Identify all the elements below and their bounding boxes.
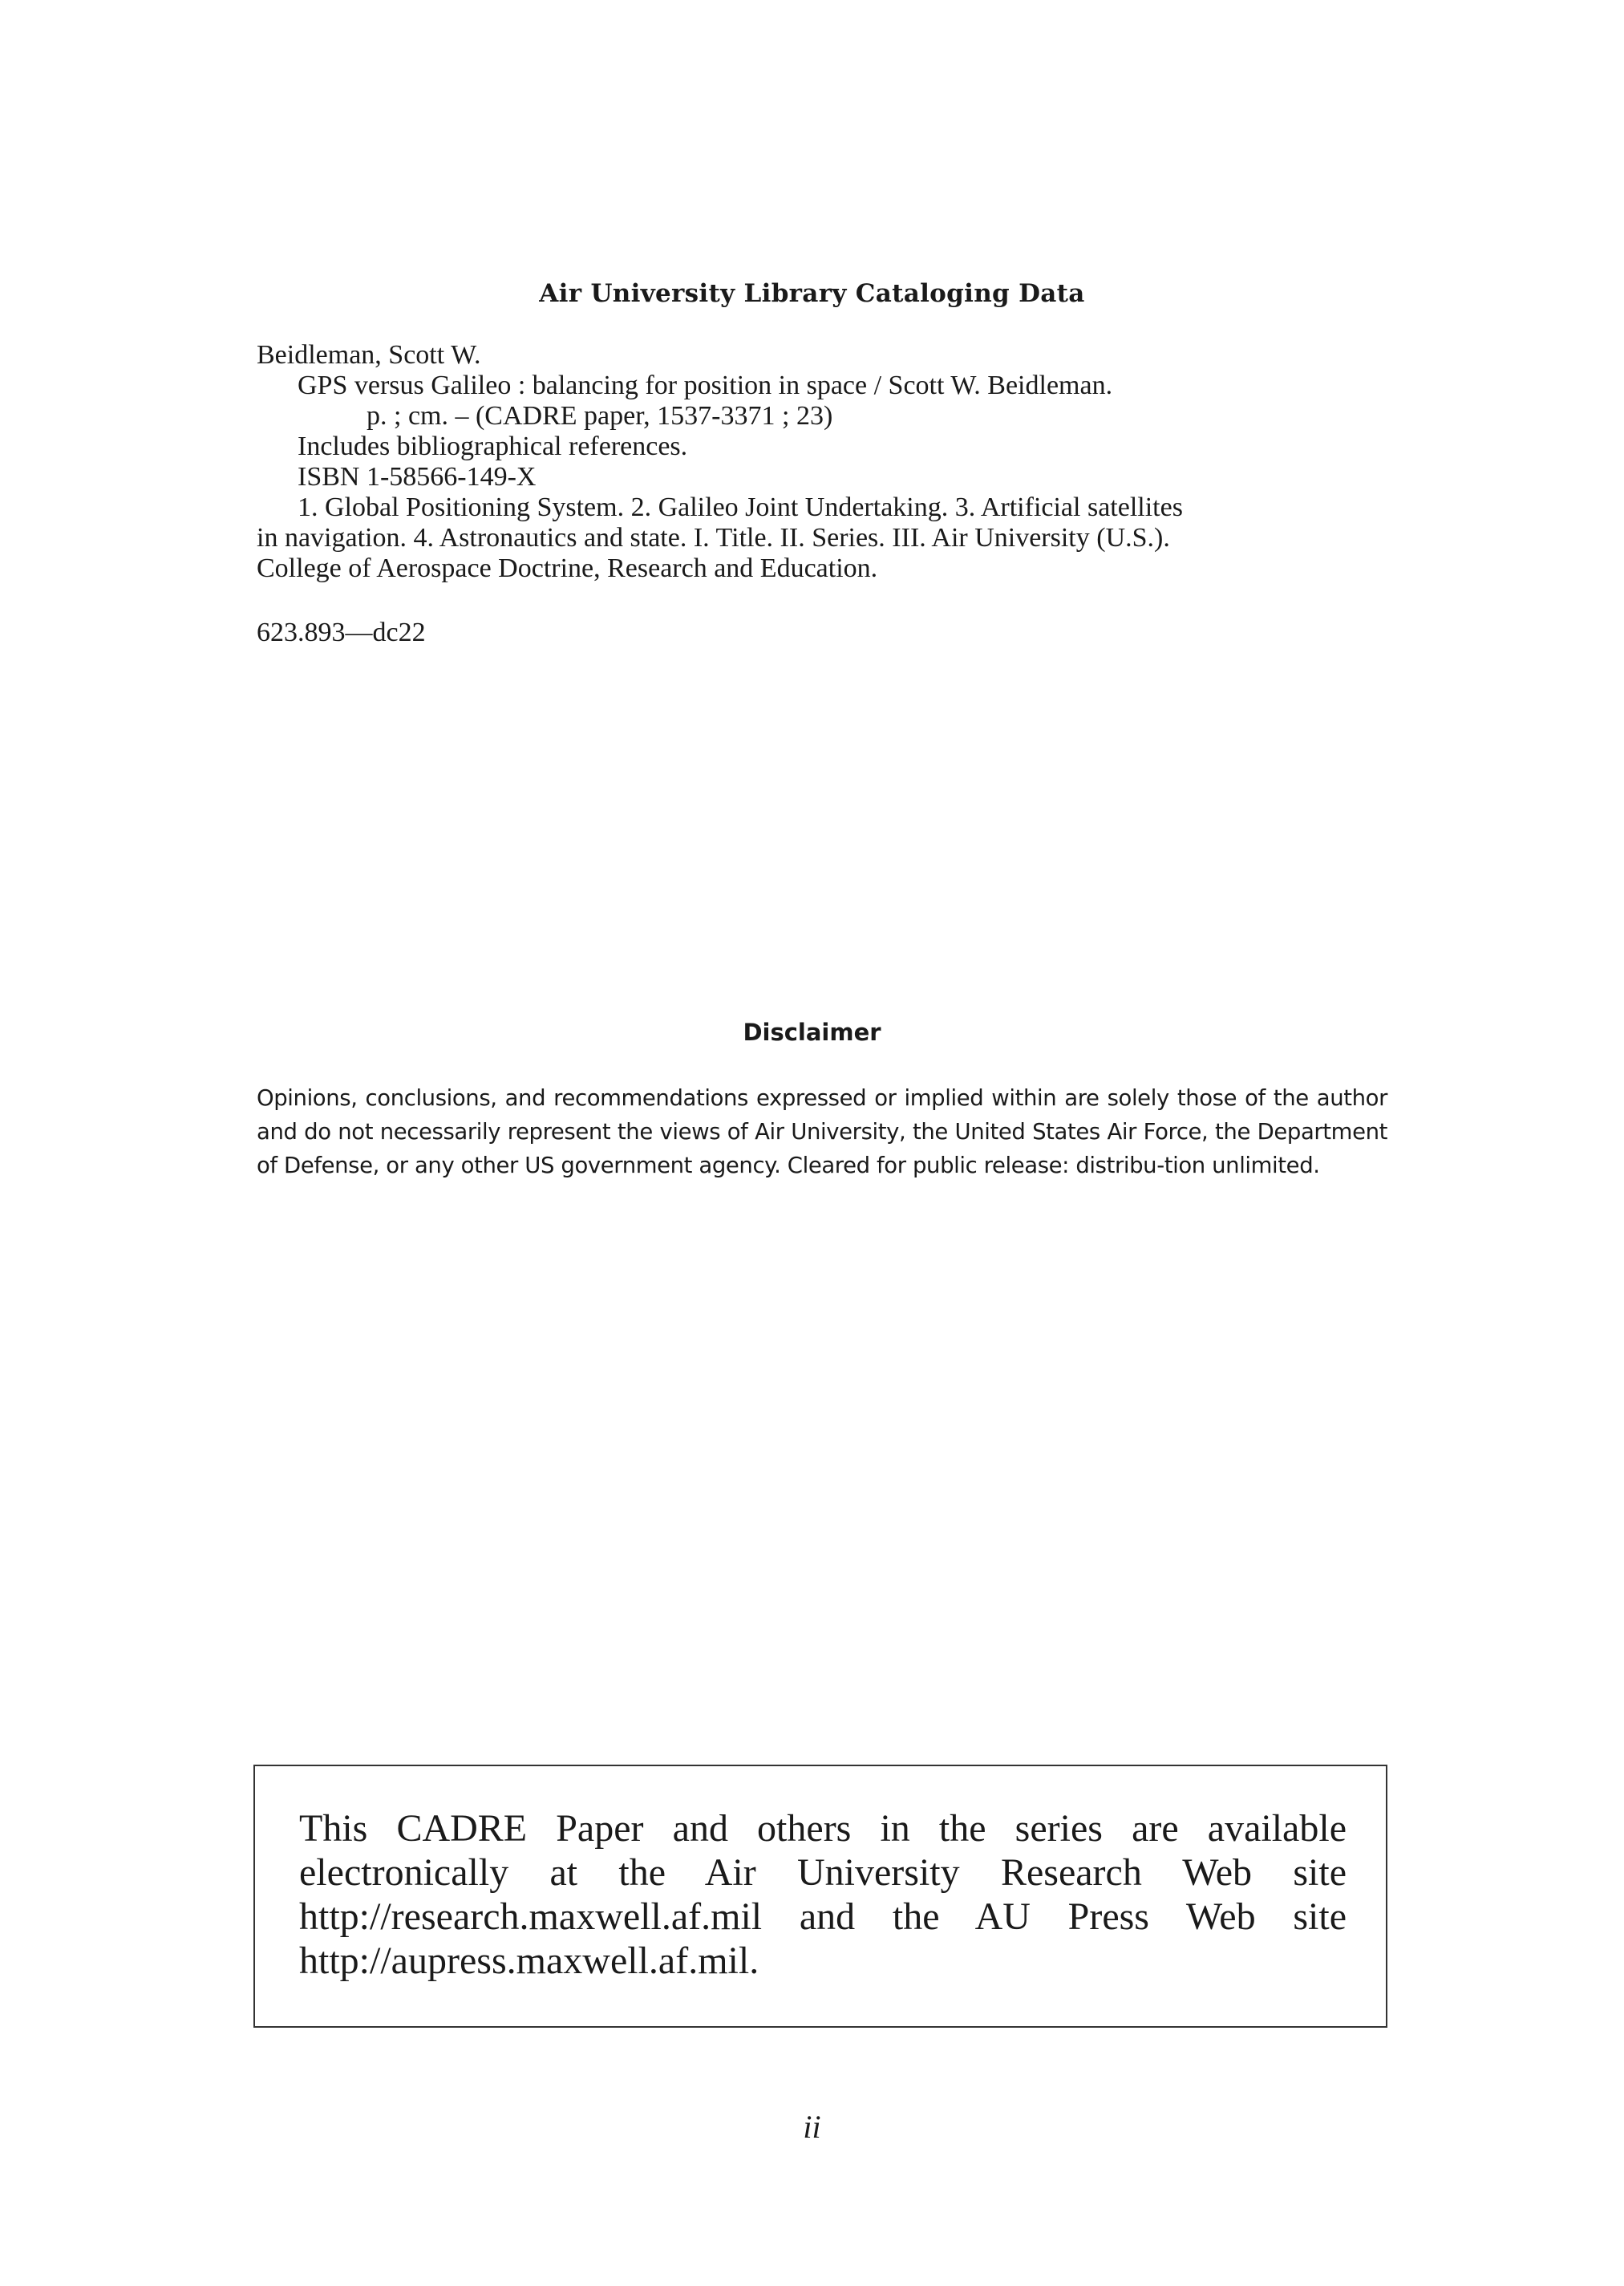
page-number: ii xyxy=(803,2109,821,2145)
catalog-subjects-line-2: in navigation. 4. Astronautics and state. I. Title. II. Series. III. Air University (U.S.). xyxy=(257,523,1170,553)
catalog-subjects-line-1: 1. Global Positioning System. 2. Galileo Joint Undertaking. 3. Artificial satellites xyxy=(298,492,1183,522)
availability-box xyxy=(253,1765,1387,2028)
catalog-dewey-number: 623.893—dc22 xyxy=(257,618,426,647)
catalog-title-statement: GPS versus Galileo : balancing for position in space / Scott W. Beidleman. xyxy=(298,371,1113,400)
catalog-heading: Air University Library Cataloging Data xyxy=(539,279,1085,308)
catalog-subjects xyxy=(257,492,1387,584)
disclaimer-heading: Disclaimer xyxy=(743,1019,881,1046)
catalog-physical-description: p. ; cm. – (CADRE paper, 1537-3371 ; 23) xyxy=(367,401,833,431)
catalog-record xyxy=(257,340,1387,648)
catalog-notes: Includes bibliographical references. xyxy=(298,432,688,461)
disclaimer-text: Opinions, conclusions, and recommendations expressed or implied within are solely those of the author and do not necessarily represent the views of Air University, the United States Air Force, the Department of Defense, or any other US government agency. Cleared for public release: distribu-tion unlimited. xyxy=(257,1085,1387,1178)
catalog-author: Beidleman, Scott W. xyxy=(257,340,481,370)
catalog-isbn: ISBN 1-58566-149-X xyxy=(298,462,537,492)
availability-text: This CADRE Paper and others in the series are available electronically at the Air University Research Web site http://research.maxwell.af.mil and the AU Press Web site http://aupress.maxwell.af.mil. xyxy=(299,1807,1347,1982)
catalog-subjects-line-3: College of Aerospace Doctrine, Research and Education. xyxy=(257,553,878,583)
